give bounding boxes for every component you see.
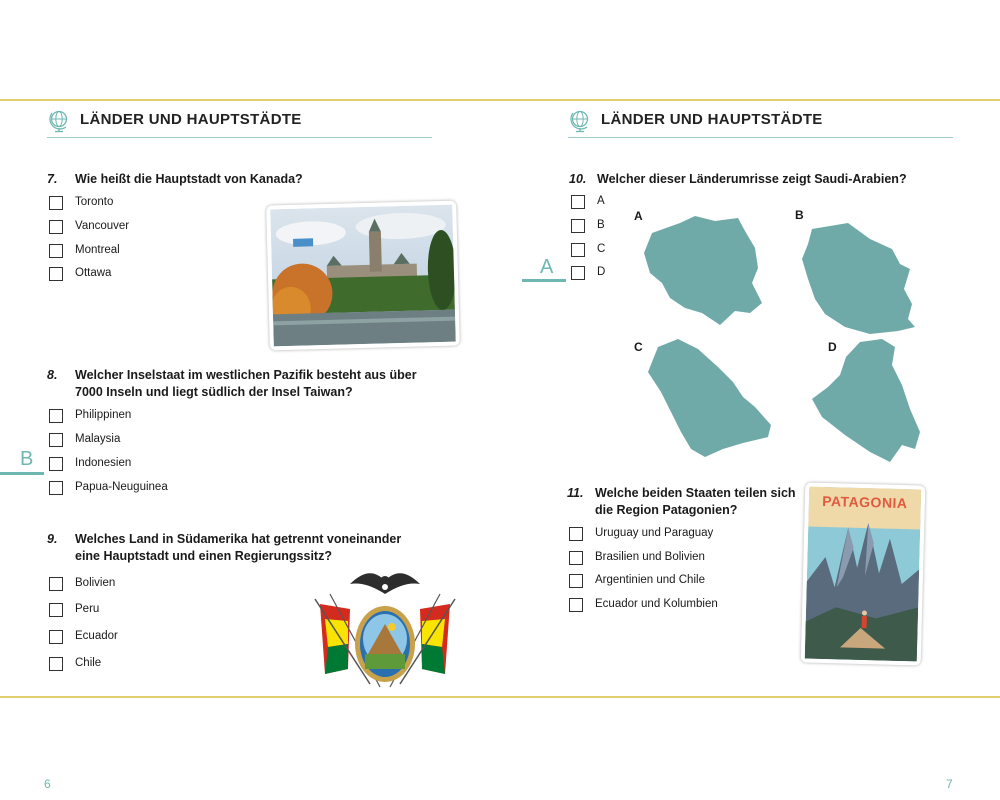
question-text-line-1: Welche beiden Staaten teilen sich	[595, 486, 796, 500]
bottom-rule	[0, 696, 1000, 698]
question-8	[47, 367, 447, 403]
question-number: 8.	[47, 368, 58, 382]
checkbox[interactable]	[571, 195, 585, 209]
right-page	[500, 101, 1000, 791]
answer-marker-line	[0, 472, 44, 475]
option-label: Montreal	[75, 244, 120, 256]
question-text-line-1: Welches Land in Südamerika hat getrennt voneinander	[75, 532, 402, 546]
option-label: Chile	[75, 657, 102, 669]
bolivia-coat-of-arms	[310, 559, 460, 694]
checkbox[interactable]	[49, 630, 63, 644]
checkbox[interactable]	[49, 220, 63, 234]
checkbox[interactable]	[49, 244, 63, 258]
map-label-d: D	[828, 340, 837, 354]
checkbox[interactable]	[49, 603, 63, 617]
page-header	[568, 107, 953, 138]
option-label: A	[597, 195, 605, 207]
parliament-image	[270, 205, 456, 347]
map-label-b: B	[795, 208, 804, 222]
checkbox[interactable]	[49, 657, 63, 671]
country-outline-a	[640, 213, 770, 328]
checkbox[interactable]	[49, 409, 63, 423]
question-text-line-2: eine Hauptstadt und einen Regierungssitz?	[75, 549, 332, 563]
option-label: Malaysia	[75, 433, 121, 445]
checkbox[interactable]	[49, 196, 63, 210]
option-label: Peru	[75, 603, 100, 615]
option-label: Brasilien und Bolivien	[595, 551, 705, 563]
question-text: Welcher dieser Länderumrisse zeigt Saudi-Arabien?	[597, 172, 907, 186]
question-text: Wie heißt die Hauptstadt von Kanada?	[75, 172, 303, 186]
header-title: LÄNDER UND HAUPTSTÄDTE	[80, 111, 302, 128]
page-number: 7	[946, 777, 953, 791]
checkbox[interactable]	[569, 574, 583, 588]
country-outline-d	[810, 337, 922, 465]
answer-marker: B	[20, 448, 34, 470]
patagonia-illustration	[805, 487, 921, 662]
option-label: Toronto	[75, 196, 114, 208]
question-11	[567, 485, 827, 521]
left-page	[0, 101, 500, 791]
question-number: 9.	[47, 532, 58, 546]
option-label: Ottawa	[75, 267, 112, 279]
option-label: Ecuador und Kolumbien	[595, 598, 718, 610]
option-label: Bolivien	[75, 577, 116, 589]
page-header	[47, 107, 432, 138]
checkbox[interactable]	[569, 598, 583, 612]
page-number: 6	[44, 777, 51, 791]
question-text-line-2: die Region Patagonien?	[595, 503, 738, 517]
option-label: Uruguay und Paraguay	[595, 527, 714, 539]
checkbox[interactable]	[569, 527, 583, 541]
checkbox[interactable]	[571, 219, 585, 233]
checkbox[interactable]	[569, 551, 583, 565]
answer-marker: A	[540, 256, 554, 278]
map-label-c: C	[634, 340, 643, 354]
header-title: LÄNDER UND HAUPTSTÄDTE	[601, 111, 823, 128]
question-number: 10.	[569, 172, 587, 186]
globe-icon	[47, 109, 71, 133]
option-label: Papua-Neuguinea	[75, 481, 168, 493]
checkbox[interactable]	[571, 243, 585, 257]
ottawa-parliament-photo	[266, 201, 460, 351]
poster-title: PATAGONIA	[821, 492, 908, 512]
option-label: D	[597, 266, 606, 278]
option-label: Ecuador	[75, 630, 118, 642]
checkbox[interactable]	[49, 457, 63, 471]
map-label-a: A	[634, 209, 643, 223]
question-text-line-1: Welcher Inselstaat im westlichen Pazifik besteht aus über	[75, 368, 417, 382]
option-label: Indonesien	[75, 457, 132, 469]
question-number: 7.	[47, 172, 58, 186]
checkbox[interactable]	[49, 577, 63, 591]
question-number: 11.	[567, 486, 584, 500]
checkbox[interactable]	[571, 266, 585, 280]
option-label: B	[597, 219, 605, 231]
checkbox[interactable]	[49, 433, 63, 447]
question-text-line-2: 7000 Inseln und liegt südlich der Insel Taiwan?	[75, 385, 353, 399]
patagonia-poster	[801, 482, 926, 665]
option-label: Argentinien und Chile	[595, 574, 705, 586]
checkbox[interactable]	[49, 267, 63, 281]
option-label: Vancouver	[75, 220, 130, 232]
answer-marker-line	[522, 279, 566, 282]
country-outline-b	[800, 219, 920, 339]
checkbox[interactable]	[49, 481, 63, 495]
country-outline-c	[643, 337, 776, 459]
option-label: C	[597, 243, 606, 255]
option-label: Philippinen	[75, 409, 132, 421]
globe-icon	[568, 109, 592, 133]
